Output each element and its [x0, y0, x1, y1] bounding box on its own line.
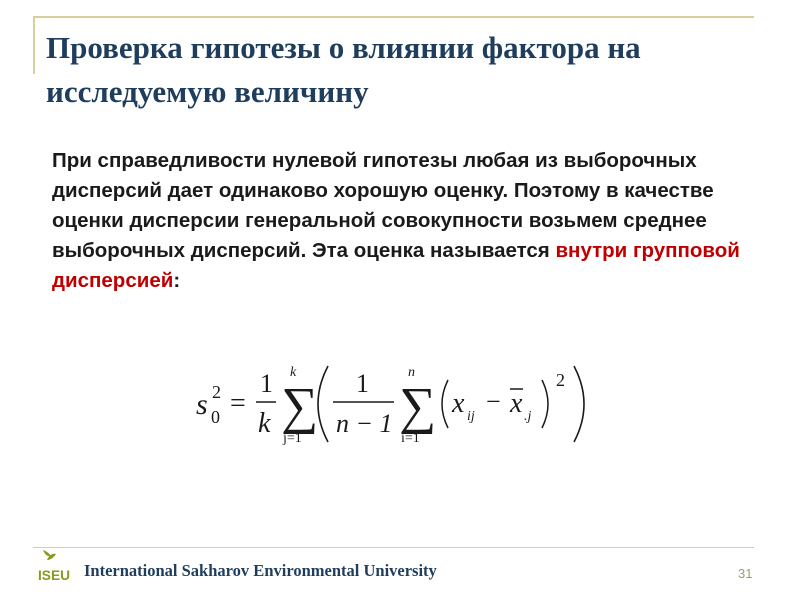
- variance-formula: [190, 356, 610, 456]
- slide-title: Проверка гипотезы о влиянии фактора на исследуемую величину: [46, 30, 641, 109]
- x-mean: x: [510, 388, 523, 419]
- x-ij-sub: ij: [467, 409, 475, 424]
- formula-lhs-sub: 0: [211, 407, 220, 427]
- top-rule: [33, 16, 754, 18]
- fraction2-numerator: 1: [356, 369, 369, 398]
- bottom-rule: [33, 547, 754, 548]
- logo-letters: ISEU: [38, 567, 70, 583]
- right-paren-outer: [574, 366, 584, 442]
- sum1-upper: k: [290, 365, 297, 380]
- formula-equals: =: [230, 388, 246, 419]
- page-number: 31: [738, 566, 753, 581]
- body-text: При справедливости нулевой гипотезы любая из выборочных дисперсий дает одинаково хорошую оценку. Поэтому в качестве оценки дисперсии генеральной совокупности возьмем среднее выборочных дисперсий. Эта оценка называется: [52, 149, 714, 262]
- x-mean-sub: .j: [524, 409, 532, 424]
- left-rule: [33, 16, 35, 74]
- fraction1-numerator: 1: [260, 369, 273, 398]
- sum2-lower: i=1: [401, 431, 420, 446]
- sum2-upper: n: [408, 365, 415, 380]
- university-logo: [37, 548, 71, 584]
- slide-body: [52, 146, 757, 296]
- left-paren-outer: [318, 366, 328, 442]
- left-paren-inner: [442, 380, 448, 428]
- fraction1-denominator: k: [258, 408, 271, 439]
- sum2-sigma: ∑: [399, 378, 437, 435]
- university-name: International Sakharov Environmental University: [84, 561, 437, 580]
- power-two: 2: [556, 370, 565, 390]
- formula-lhs-sup: 2: [212, 382, 221, 402]
- right-paren-inner: [542, 380, 548, 428]
- body-punctuation: :: [173, 269, 181, 292]
- formula-minus: −: [486, 387, 501, 416]
- fraction2-denominator: n − 1: [336, 409, 393, 438]
- x-ij: x: [452, 388, 465, 419]
- highlighted-term: внутри групповой дисперсией: [52, 239, 740, 292]
- sum1-sigma: ∑: [281, 378, 319, 435]
- formula-lhs-var: s: [196, 388, 208, 421]
- sum1-lower: j=1: [283, 431, 302, 446]
